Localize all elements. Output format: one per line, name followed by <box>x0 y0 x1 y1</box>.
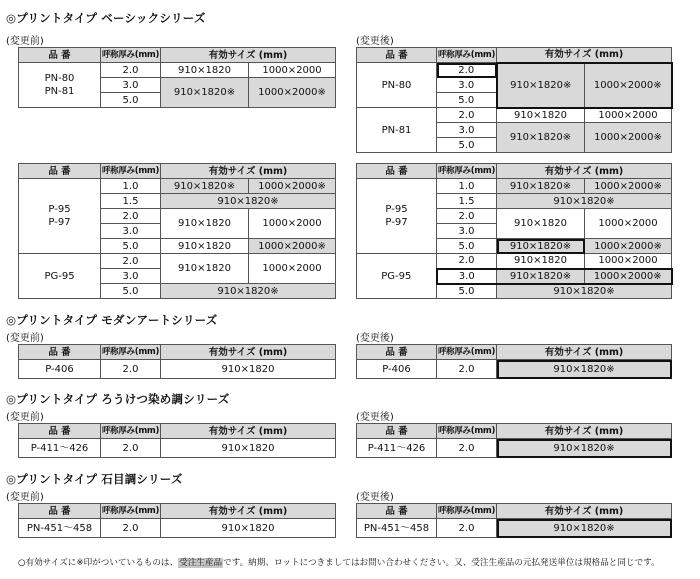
product-code-cell: P-95 P-97 <box>19 179 101 254</box>
thickness-cell: 3.0 <box>101 224 161 239</box>
size-cell: 910×1820※ <box>161 78 249 108</box>
size-cell: 910×1820 <box>161 63 249 78</box>
header-size: 有効サイズ (mm) <box>497 424 672 439</box>
footnote-highlight: 受注生産品 <box>179 558 223 568</box>
product-code-cell: PN-451～458 <box>19 519 101 538</box>
thickness-cell: 2.0 <box>101 254 161 269</box>
product-code-cell: PG-95 <box>19 254 101 299</box>
size-cell: 910×1820 <box>497 209 585 239</box>
table-basic-before-p95 <box>18 163 336 299</box>
size-cell: 910×1820※ <box>497 239 585 254</box>
thickness-cell: 2.0 <box>437 360 497 379</box>
thickness-cell: 2.0 <box>101 439 161 458</box>
header-thickness: 呼称厚み(mm) <box>101 345 161 360</box>
header-size: 有効サイズ (mm) <box>161 345 336 360</box>
thickness-cell: 2.0 <box>101 209 161 224</box>
thickness-cell: 5.0 <box>437 93 497 108</box>
section-title-basic: ◎プリントタイプ ベーシックシリーズ <box>6 11 206 25</box>
header-hinban: 品 番 <box>357 504 437 519</box>
thickness-cell: 3.0 <box>437 78 497 93</box>
table-basic-before-pn80 <box>18 47 336 108</box>
thickness-cell: 2.0 <box>101 360 161 379</box>
product-code-cell: PN-80 PN-81 <box>19 63 101 108</box>
header-hinban: 品 番 <box>19 48 101 63</box>
size-cell: 910×1820 <box>161 360 336 379</box>
product-code-cell: P-411～426 <box>357 439 437 458</box>
size-cell: 1000×2000※ <box>585 239 672 254</box>
header-thickness: 呼称厚み(mm) <box>101 504 161 519</box>
size-cell: 910×1820※ <box>497 123 585 153</box>
thickness-cell: 3.0 <box>101 269 161 284</box>
section-title-stone: ◎プリントタイプ 石目調シリーズ <box>6 472 183 486</box>
thickness-cell: 1.0 <box>437 179 497 194</box>
size-cell: 910×1820※ <box>161 194 336 209</box>
size-cell: 910×1820 <box>161 439 336 458</box>
table-roketsu-after <box>356 423 672 458</box>
thickness-cell: 3.0 <box>101 78 161 93</box>
product-code-cell: PG-95 <box>357 254 437 299</box>
thickness-cell: 2.0 <box>437 519 497 538</box>
header-thickness: 呼称厚み(mm) <box>437 424 497 439</box>
size-cell: 910×1820 <box>497 254 585 269</box>
header-size: 有効サイズ (mm) <box>161 504 336 519</box>
size-cell: 1000×2000※ <box>585 123 672 153</box>
thickness-cell: 3.0 <box>437 123 497 138</box>
size-cell: 1000×2000※ <box>249 78 336 108</box>
label-before: (変更前) <box>6 412 44 423</box>
header-hinban: 品 番 <box>357 48 437 63</box>
label-after: (変更後) <box>356 412 394 423</box>
label-after: (変更後) <box>356 492 394 503</box>
table-basic-after-p95 <box>356 163 673 299</box>
thickness-cell: 2.0 <box>437 439 497 458</box>
thickness-cell: 2.0 <box>101 519 161 538</box>
header-hinban: 品 番 <box>19 424 101 439</box>
header-size: 有効サイズ (mm) <box>497 345 672 360</box>
label-before: (変更前) <box>6 492 44 503</box>
size-cell: 1000×2000※ <box>585 179 672 194</box>
header-size: 有効サイズ (mm) <box>161 48 336 63</box>
footnote-pre: ○有効サイズに※印がついているものは、 <box>18 558 179 568</box>
thickness-cell: 5.0 <box>437 138 497 153</box>
size-cell: 1000×2000 <box>585 254 672 269</box>
header-thickness: 呼称厚み(mm) <box>437 345 497 360</box>
header-thickness: 呼称厚み(mm) <box>101 424 161 439</box>
thickness-cell: 2.0 <box>101 63 161 78</box>
size-cell: 1000×2000※ <box>585 269 672 284</box>
thickness-cell: 5.0 <box>101 284 161 299</box>
header-hinban: 品 番 <box>19 164 101 179</box>
size-cell: 910×1820※ <box>497 63 585 108</box>
size-cell: 910×1820※ <box>497 519 672 538</box>
header-thickness: 呼称厚み(mm) <box>437 164 497 179</box>
size-cell: 1000×2000 <box>585 108 672 123</box>
size-cell: 1000×2000※ <box>249 179 336 194</box>
size-cell: 1000×2000※ <box>249 239 336 254</box>
size-cell: 910×1820※ <box>497 269 585 284</box>
product-code-cell: P-95 P-97 <box>357 179 437 254</box>
label-before: (変更前) <box>6 333 44 344</box>
product-code-cell: P-406 <box>357 360 437 379</box>
size-cell: 910×1820 <box>497 108 585 123</box>
thickness-cell: 3.0 <box>437 269 497 284</box>
thickness-cell: 5.0 <box>101 239 161 254</box>
size-cell: 910×1820※ <box>497 439 672 458</box>
thickness-cell: 2.0 <box>437 63 497 78</box>
size-cell: 910×1820 <box>161 519 336 538</box>
section-title-roketsu: ◎プリントタイプ ろうけつ染め調シリーズ <box>6 392 230 406</box>
thickness-cell: 1.5 <box>101 194 161 209</box>
header-size: 有効サイズ (mm) <box>497 504 672 519</box>
size-cell: 910×1820 <box>161 254 249 284</box>
header-thickness: 呼称厚み(mm) <box>437 504 497 519</box>
size-cell: 910×1820※ <box>497 194 672 209</box>
table-roketsu-before <box>18 423 336 458</box>
header-hinban: 品 番 <box>357 424 437 439</box>
size-cell: 1000×2000 <box>585 209 672 239</box>
product-code-cell: PN-80 <box>357 63 437 108</box>
size-cell: 910×1820※ <box>497 360 672 379</box>
header-hinban: 品 番 <box>357 164 437 179</box>
label-after: (変更後) <box>356 333 394 344</box>
thickness-cell: 5.0 <box>101 93 161 108</box>
size-cell: 910×1820※ <box>497 284 672 299</box>
header-hinban: 品 番 <box>19 345 101 360</box>
header-thickness: 呼称厚み(mm) <box>437 48 497 63</box>
thickness-cell: 1.5 <box>437 194 497 209</box>
header-size: 有効サイズ (mm) <box>497 164 672 179</box>
size-cell: 1000×2000※ <box>585 63 672 108</box>
size-cell: 1000×2000 <box>249 254 336 284</box>
header-size: 有効サイズ (mm) <box>161 164 336 179</box>
section-title-modern: ◎プリントタイプ モダンアートシリーズ <box>6 313 218 327</box>
thickness-cell: 3.0 <box>437 224 497 239</box>
thickness-cell: 1.0 <box>101 179 161 194</box>
size-cell: 910×1820※ <box>161 179 249 194</box>
label-before: (変更前) <box>6 36 44 47</box>
product-code-cell: PN-451～458 <box>357 519 437 538</box>
thickness-cell: 2.0 <box>437 108 497 123</box>
product-code-cell: PN-81 <box>357 108 437 153</box>
header-thickness: 呼称厚み(mm) <box>101 48 161 63</box>
table-modern-after <box>356 344 672 379</box>
thickness-cell: 5.0 <box>437 239 497 254</box>
size-cell: 910×1820※ <box>161 284 336 299</box>
thickness-cell: 5.0 <box>437 284 497 299</box>
header-hinban: 品 番 <box>19 504 101 519</box>
label-after: (変更後) <box>356 36 394 47</box>
header-hinban: 品 番 <box>357 345 437 360</box>
header-size: 有効サイズ (mm) <box>161 424 336 439</box>
table-basic-after-pn80 <box>356 47 673 153</box>
product-code-cell: P-411～426 <box>19 439 101 458</box>
header-size: 有効サイズ (mm) <box>497 48 672 63</box>
product-code-cell: P-406 <box>19 360 101 379</box>
thickness-cell: 2.0 <box>437 254 497 269</box>
size-cell: 910×1820 <box>161 239 249 254</box>
size-cell: 1000×2000 <box>249 209 336 239</box>
size-cell: 910×1820 <box>161 209 249 239</box>
size-cell: 1000×2000 <box>249 63 336 78</box>
thickness-cell: 2.0 <box>437 209 497 224</box>
size-cell: 910×1820※ <box>497 179 585 194</box>
footnote <box>18 556 660 568</box>
footnote-post: です。納期、ロットにつきましてはお問い合わせください。又、受注生産品の元払発送単位は規格品と同じです。 <box>223 558 660 568</box>
table-modern-before <box>18 344 336 379</box>
header-thickness: 呼称厚み(mm) <box>101 164 161 179</box>
table-stone-before <box>18 503 336 538</box>
table-stone-after <box>356 503 672 538</box>
